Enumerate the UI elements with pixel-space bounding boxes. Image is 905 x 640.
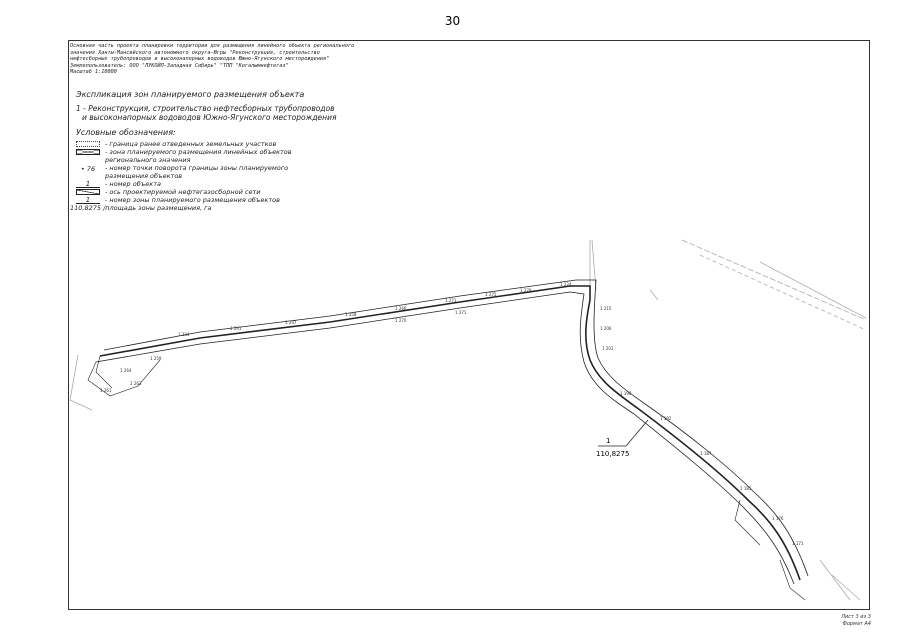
conditions-title: Условные обозначения: — [76, 128, 176, 137]
header-line: значения Ханты-Мансийского автономного округа-Югры "Реконструкция, строительство — [70, 49, 320, 56]
legend-item-text-cont: размещения объектов — [105, 172, 183, 180]
zone-number-icon: 1 — [76, 197, 100, 204]
legend-item-text-cont: регионального значения — [105, 156, 191, 164]
svg-text:1 215: 1 215 — [600, 306, 612, 311]
svg-text:1 192: 1 192 — [660, 416, 672, 421]
page-number: 30 — [444, 14, 461, 28]
object-number-icon: 1 — [76, 181, 100, 188]
sheet-number: Лист 3 из 3 — [841, 614, 871, 620]
svg-text:1 241: 1 241 — [230, 326, 242, 331]
svg-text:1 206: 1 206 — [600, 326, 612, 331]
legend-item-text: - номер объекта — [105, 180, 162, 188]
object-description: 1 - Реконструкция, строительство нефтесборных трубопроводов — [76, 104, 335, 113]
svg-text:1 264: 1 264 — [120, 368, 132, 373]
legend-item-text: - номер точки поворота границы зоны планируемого — [105, 164, 289, 172]
legend-item-text: - номер зоны планируемого размещения объектов — [105, 196, 280, 204]
svg-text:1 261: 1 261 — [100, 388, 112, 393]
header-line: нефтесборных трубопроводов и высоконапорных водоводов Южно-Ягунского месторождения" — [70, 56, 330, 63]
svg-text:1 198: 1 198 — [620, 391, 632, 396]
zone-area-label: 110,8275 — [596, 450, 630, 458]
sheet-footer — [841, 614, 871, 628]
legend-item-text: - зона планируемого размещения линейных объектов — [105, 148, 292, 156]
svg-text:1 275: 1 275 — [485, 292, 497, 297]
svg-text:1 271: 1 271 — [455, 310, 467, 315]
header-line: Масштаб 1:10000 — [70, 69, 117, 76]
legend-item-text: - ось проектируемой нефтегазосборной сети — [105, 188, 261, 196]
svg-text:1 224: 1 224 — [560, 282, 572, 287]
object-description-cont: и высоконапорных водоводов Южно-Ягунского месторождения — [82, 113, 337, 122]
svg-text:1 181: 1 181 — [740, 486, 752, 491]
header-line: Основная часть проекта планировки территории для размещения линейного объекта регионального — [70, 43, 355, 49]
svg-text:1 266: 1 266 — [395, 306, 407, 311]
pipeline-corridor — [88, 280, 808, 600]
svg-text:1 279: 1 279 — [520, 288, 532, 293]
background-boundaries — [70, 240, 866, 600]
svg-text:1 271: 1 271 — [445, 298, 457, 303]
point-labels — [100, 282, 804, 546]
legend-item-text: - граница ранее отведенных земельных участков — [105, 140, 277, 148]
svg-text:1 258: 1 258 — [345, 312, 357, 317]
svg-text:1 201: 1 201 — [602, 346, 614, 351]
svg-text:1 234: 1 234 — [178, 332, 190, 337]
sheet-format: Формат А4 — [842, 621, 871, 627]
point-icon: • 76 — [80, 165, 96, 173]
zone-number-label: 1 — [606, 437, 611, 445]
area-legend-line: 110,8275 /площадь зоны размещения, га — [70, 204, 212, 212]
svg-text:1 259: 1 259 — [150, 356, 162, 361]
svg-text:1 270: 1 270 — [395, 318, 407, 323]
svg-text:1 176: 1 176 — [772, 516, 784, 521]
svg-text:1 171: 1 171 — [792, 541, 804, 546]
header-line: Землепользователь: ООО "ЛУКОЙЛ-Западная Сибирь" "ТПП "Когалымнефтегаз" — [70, 62, 289, 69]
svg-text:1 187: 1 187 — [700, 451, 712, 456]
svg-text:1 247: 1 247 — [285, 320, 297, 325]
legend-title: Экспликация зон планируемого размещения объекта — [76, 90, 305, 99]
svg-text:1 263: 1 263 — [130, 381, 142, 386]
